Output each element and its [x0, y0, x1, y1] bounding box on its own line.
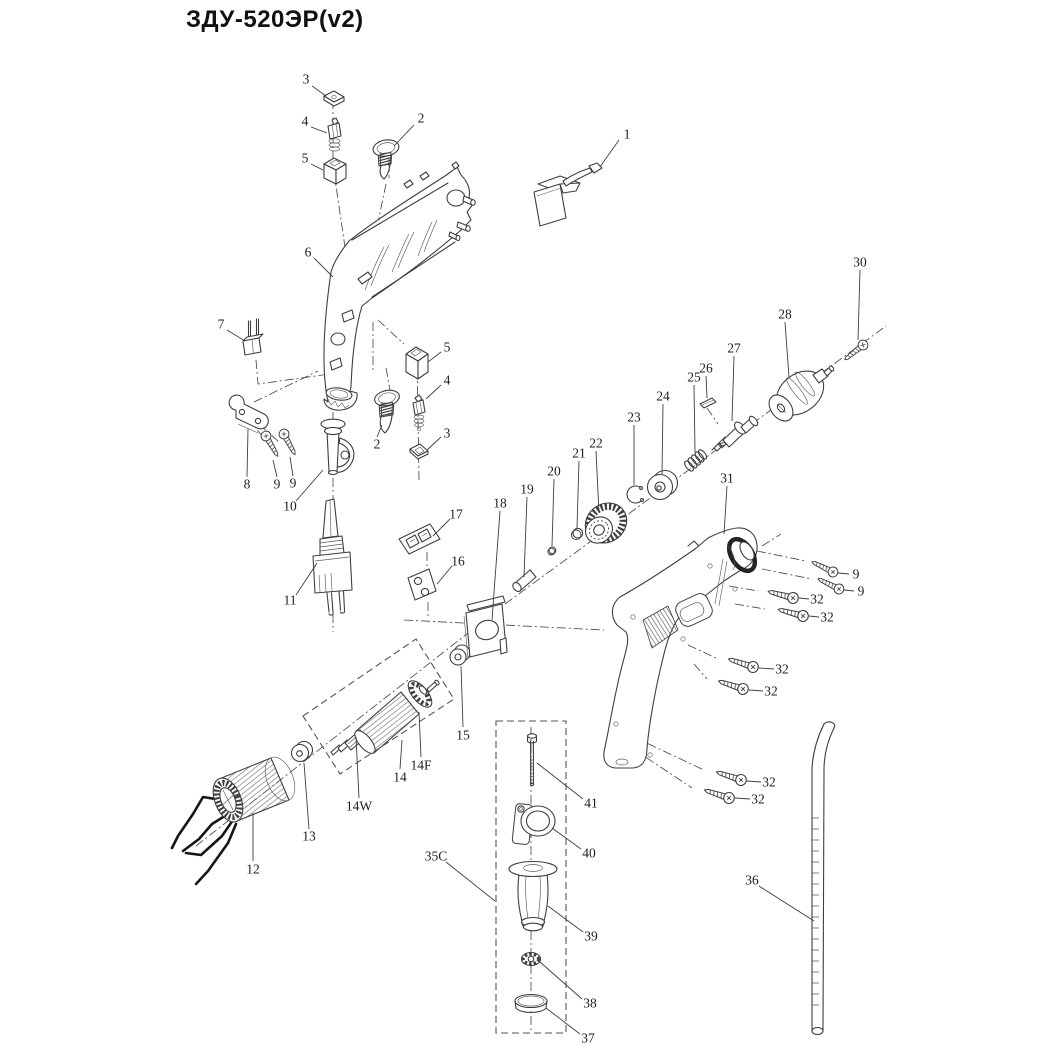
- callout-leader-24: [662, 404, 663, 474]
- callout-label-10: 10: [283, 498, 297, 514]
- part-32-screw: [703, 785, 736, 805]
- part-40-clamp: [512, 803, 555, 845]
- callout-label-39: 39: [584, 928, 598, 944]
- callout-label-1: 1: [623, 126, 631, 142]
- diagram-title: ЗДУ-520ЭР(v2): [186, 6, 364, 33]
- callout-label-21: 21: [572, 445, 586, 461]
- part-23-circlip: [627, 486, 643, 503]
- callout-label-40: 40: [582, 845, 596, 861]
- callout-leader-9: [844, 590, 854, 591]
- callout-label-11: 11: [283, 592, 297, 608]
- callout-leader-32: [735, 798, 750, 799]
- callout-label-2: 2: [373, 436, 381, 452]
- callout-label-5: 5: [301, 150, 309, 166]
- callout-leader-21: [577, 461, 579, 528]
- callout-label-6: 6: [304, 244, 312, 260]
- callout-label-17: 17: [449, 506, 463, 522]
- part-36-depth-rod: [812, 722, 835, 1035]
- callout-leader-14: [400, 740, 402, 769]
- callout-label-2: 2: [417, 110, 425, 126]
- part-18-bearing-bracket: [464, 596, 507, 658]
- callout-leader-30: [858, 270, 860, 340]
- callout-leader-13: [304, 763, 309, 829]
- callout-label-7: 7: [217, 316, 225, 332]
- part-2-brush-cap-right: [373, 388, 401, 433]
- callout-leader-7: [227, 330, 245, 341]
- part-37-cap: [515, 995, 547, 1013]
- callout-label-26: 26: [699, 360, 713, 376]
- part-25-spring: [683, 448, 708, 472]
- callout-label-14: 14: [393, 769, 407, 785]
- callout-label-3: 3: [302, 71, 310, 87]
- callout-label-14F: 14F: [410, 757, 432, 773]
- callout-label-9: 9: [857, 583, 865, 599]
- part-4-carbon-brush-right: [413, 395, 425, 431]
- callout-label-32: 32: [775, 661, 789, 677]
- part-6-motor-housing-left: [324, 162, 475, 410]
- callout-label-32: 32: [810, 591, 824, 607]
- callout-label-20: 20: [547, 463, 561, 479]
- part-12-stator: [172, 753, 301, 884]
- part-3-brush-cover-top: [324, 91, 344, 106]
- callout-leader-3: [312, 86, 326, 96]
- callout-leader-5: [311, 164, 323, 170]
- callout-leader-4: [311, 127, 327, 133]
- callout-leader-17: [433, 519, 450, 536]
- callout-leader-3: [427, 437, 441, 450]
- callout-label-5: 5: [443, 339, 451, 355]
- callout-leader-32: [749, 690, 763, 691]
- callout-leader-28: [785, 322, 789, 377]
- callout-label-9: 9: [852, 566, 860, 582]
- callout-leader-14W: [356, 737, 359, 798]
- callout-leader-25: [694, 385, 695, 452]
- callout-leader-16: [437, 566, 452, 584]
- callout-leader-4: [426, 385, 441, 399]
- callout-leader-5: [428, 352, 441, 362]
- part-32-screw: [717, 676, 750, 696]
- part-32-screw: [727, 654, 760, 674]
- part-11-power-plug: [313, 499, 352, 615]
- callout-label-41: 41: [584, 795, 598, 811]
- callout-leader-9: [838, 573, 849, 574]
- part-3-brush-cover-right: [410, 444, 428, 459]
- callout-leader-31: [724, 486, 727, 534]
- part-20-ring: [548, 547, 556, 555]
- part-8-cord-clamp: [229, 395, 268, 433]
- callout-leader-32: [747, 781, 761, 782]
- callout-label-35C: 35C: [424, 848, 448, 864]
- part-9-screw: [810, 557, 840, 578]
- callout-label-12: 12: [246, 861, 260, 877]
- callout-leader-41: [537, 763, 583, 799]
- part-21-ring: [571, 528, 582, 539]
- callout-label-30: 30: [853, 254, 867, 270]
- part-39-handle-grip: [509, 862, 557, 931]
- callout-leader-19: [524, 497, 527, 577]
- part-28-chuck: [764, 362, 834, 426]
- callout-label-31: 31: [720, 470, 734, 486]
- part-13-washer: [292, 742, 313, 762]
- callout-leader-32: [799, 598, 809, 599]
- callout-leader-15: [461, 666, 463, 727]
- callout-leader-35C: [446, 862, 495, 901]
- callout-leader-8: [247, 429, 248, 477]
- callout-label-32: 32: [762, 774, 776, 790]
- callout-label-22: 22: [589, 435, 603, 451]
- callout-label-23: 23: [627, 409, 641, 425]
- callout-label-19: 19: [520, 481, 534, 497]
- callout-leader-1: [600, 140, 619, 167]
- callout-leader-10: [296, 470, 323, 501]
- callout-label-14W: 14W: [345, 798, 373, 814]
- callout-label-8: 8: [243, 476, 251, 492]
- part-32-screw: [777, 604, 810, 623]
- part-16-plate: [408, 569, 436, 600]
- callout-label-28: 28: [778, 306, 792, 322]
- part-32-screw: [715, 767, 748, 787]
- part-7-connector: [243, 319, 263, 355]
- part-10-cord-guard: [321, 419, 354, 474]
- callout-label-32: 32: [764, 683, 778, 699]
- callout-leader-32: [759, 668, 774, 669]
- callout-label-9: 9: [273, 476, 281, 492]
- callout-label-27: 27: [727, 340, 741, 356]
- callout-label-32: 32: [751, 791, 765, 807]
- callout-leader-14F: [419, 712, 421, 757]
- callout-leader-9: [273, 460, 277, 477]
- callout-label-37: 37: [581, 1030, 595, 1046]
- bearing-boss: [447, 190, 465, 206]
- callout-leader-26: [706, 376, 707, 398]
- callout-leader-27: [732, 356, 734, 421]
- callout-label-4: 4: [301, 113, 309, 129]
- part-27-spindle: [712, 415, 759, 451]
- callout-leader-36: [759, 886, 814, 921]
- part-26-key: [700, 398, 716, 408]
- callout-label-4: 4: [443, 372, 451, 388]
- callout-leader-22: [596, 451, 599, 513]
- callout-leader-20: [552, 479, 554, 546]
- callout-label-16: 16: [451, 553, 465, 569]
- part-41-bolt: [528, 734, 537, 786]
- callout-leader-2: [394, 125, 414, 146]
- part-22-gear: [577, 495, 634, 551]
- callout-label-13: 13: [302, 828, 316, 844]
- callout-label-38: 38: [583, 995, 597, 1011]
- part-24-washer: [648, 471, 678, 500]
- part-4-carbon-brush-top: [328, 118, 341, 151]
- callout-label-15: 15: [456, 727, 470, 743]
- callout-label-32: 32: [820, 609, 834, 625]
- part-1-trigger-switch: [534, 163, 602, 226]
- callout-label-36: 36: [745, 872, 759, 888]
- part-30-chuck-screw: [842, 338, 870, 364]
- callout-leader-38: [540, 962, 582, 999]
- depth-scale-ticks: [813, 818, 820, 1005]
- part-31-housing-right: [604, 528, 760, 768]
- part-5-brush-holder-right: [406, 347, 428, 379]
- part-5-brush-holder-top: [324, 158, 346, 184]
- callout-label-18: 18: [493, 495, 507, 511]
- armature-assembly-box: [303, 639, 454, 774]
- callout-label-24: 24: [656, 388, 670, 404]
- callout-leader-32: [809, 616, 819, 617]
- callout-label-25: 25: [687, 369, 701, 385]
- callout-leader-2: [377, 425, 382, 437]
- callout-leader-6: [314, 258, 333, 277]
- part-9-screw: [277, 427, 299, 457]
- part-17-terminal-strip: [399, 524, 440, 554]
- callout-leader-37: [546, 1008, 580, 1034]
- callout-label-3: 3: [443, 425, 451, 441]
- part-38-nut: [522, 953, 541, 966]
- callout-label-9: 9: [289, 475, 297, 491]
- callout-leader-9: [290, 457, 293, 476]
- part-32-screw: [767, 586, 800, 605]
- part-19-pin: [511, 570, 536, 593]
